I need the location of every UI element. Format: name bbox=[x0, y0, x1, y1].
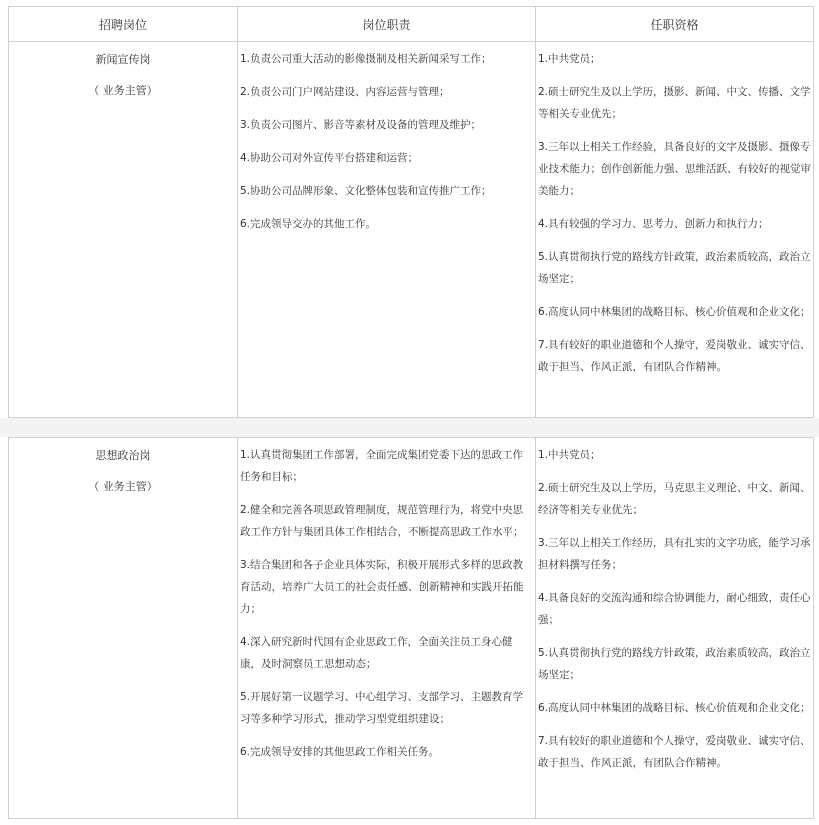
position-cell bbox=[9, 438, 238, 819]
position-level: （ 业务主管） bbox=[88, 480, 158, 493]
list-item: 5.协助公司品牌形象、文化整体包装和宣传推广工作； bbox=[240, 185, 492, 197]
position-cell bbox=[9, 42, 238, 418]
list-item: 5.开展好第一议题学习、中心组学习、支部学习、主题教育学习等多种学习形式，推动学习型党组织建设； bbox=[240, 691, 524, 725]
list-item: 6.高度认同中林集团的战略目标、核心价值观和企业文化； bbox=[538, 306, 811, 318]
list-item: 3.三年以上相关工作经验，具备良好的文字及摄影、摄像专业技术能力；创作创新能力强、思维活跃、有较好的视觉审美能力； bbox=[538, 141, 811, 197]
list-item: 1.负责公司重大活动的影像摄制及相关新闻采写工作； bbox=[240, 53, 492, 65]
job-table-2 bbox=[8, 437, 814, 819]
list-item: 4.协助公司对外宣传平台搭建和运营； bbox=[240, 152, 419, 164]
position-level: （ 业务主管） bbox=[88, 84, 158, 97]
table-row bbox=[9, 438, 814, 819]
header-row bbox=[9, 7, 814, 42]
list-item: 7.具有较好的职业道德和个人操守，爱岗敬业、诚实守信、敢于担当、作风正派，有团队合作精神。 bbox=[538, 735, 811, 769]
table-separator bbox=[0, 418, 819, 437]
list-item: 5.认真贯彻执行党的路线方针政策，政治素质较高，政治立场坚定； bbox=[538, 647, 811, 681]
duties-cell bbox=[238, 42, 536, 418]
list-item: 2.硕士研究生及以上学历，摄影、新闻、中文、传播、文学等相关专业优先； bbox=[538, 86, 811, 120]
header-qualifications: 任职资格 bbox=[536, 7, 814, 42]
qualifications-cell bbox=[536, 42, 814, 418]
qualifications-cell bbox=[536, 438, 814, 819]
list-item: 6.完成领导安排的其他思政工作相关任务。 bbox=[240, 746, 440, 758]
list-item: 2.健全和完善各项思政管理制度，规范管理行为，将党中央思政工作方针与集团具体工作相结合，不断提高思政工作水平； bbox=[240, 504, 524, 538]
position-title: 思想政治岗 bbox=[95, 449, 151, 462]
table-row bbox=[9, 42, 814, 418]
header-position: 招聘岗位 bbox=[9, 7, 238, 42]
position-title: 新闻宣传岗 bbox=[95, 53, 151, 66]
list-item: 1.认真贯彻集团工作部署，全面完成集团党委下达的思政工作任务和目标； bbox=[240, 449, 524, 483]
duties-cell bbox=[238, 438, 536, 819]
list-item: 3.三年以上相关工作经历，具有扎实的文字功底，能学习承担材料撰写任务； bbox=[538, 537, 811, 571]
list-item: 6.完成领导交办的其他工作。 bbox=[240, 218, 377, 230]
list-item: 1.中共党员； bbox=[538, 449, 601, 461]
list-item: 6.高度认同中林集团的战略目标、核心价值观和企业文化； bbox=[538, 702, 811, 714]
list-item: 7.具有较好的职业道德和个人操守，爱岗敬业、诚实守信、敢于担当、作风正派，有团队合作精神。 bbox=[538, 339, 811, 373]
list-item: 4.具有较强的学习力、思考力、创新力和执行力； bbox=[538, 218, 769, 230]
list-item: 3.结合集团和各子企业具体实际，积极开展形式多样的思政教育活动，培养广大员工的社会责任感、创新精神和实践开拓能力； bbox=[240, 559, 524, 615]
list-item: 4.具备良好的交流沟通和综合协调能力，耐心细致，责任心强； bbox=[538, 592, 811, 626]
list-item: 3.负责公司图片、影音等素材及设备的管理及维护； bbox=[240, 119, 482, 131]
list-item: 1.中共党员； bbox=[538, 53, 601, 65]
list-item: 5.认真贯彻执行党的路线方针政策，政治素质较高，政治立场坚定； bbox=[538, 251, 811, 285]
list-item: 4.深入研究新时代国有企业思政工作，全面关注员工身心健康，及时洞察员工思想动态； bbox=[240, 636, 513, 670]
list-item: 2.硕士研究生及以上学历，马克思主义理论、中文、新闻、经济等相关专业优先； bbox=[538, 482, 811, 516]
header-duties: 岗位职责 bbox=[238, 7, 536, 42]
list-item: 2.负责公司门户网站建设、内容运营与管理； bbox=[240, 86, 450, 98]
job-table-1 bbox=[8, 6, 814, 418]
